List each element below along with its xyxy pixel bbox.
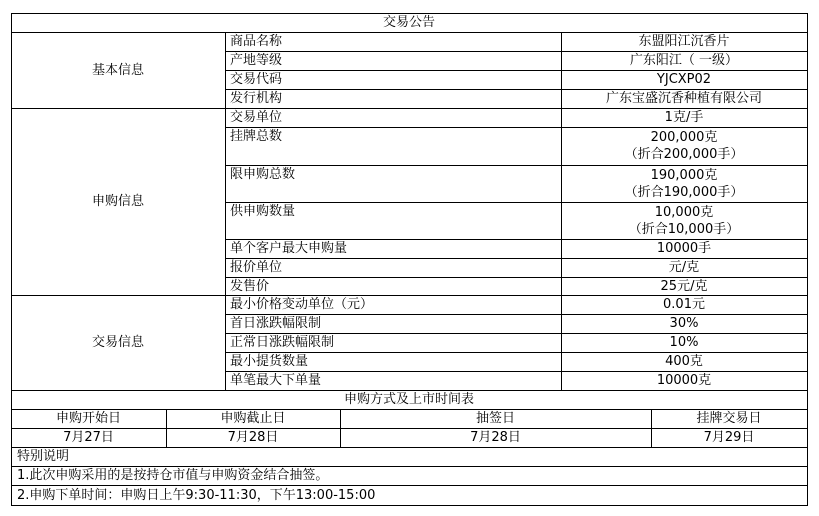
row-value-line2: （折合200,000手）: [624, 147, 744, 162]
row-value: 1克/手: [664, 110, 704, 125]
grid-line: [11, 13, 12, 506]
section-label-trading: 交易信息: [91, 335, 144, 350]
row-label: 限申购总数: [230, 167, 296, 182]
row-value: 400克: [665, 354, 703, 369]
row-value: [561, 165, 807, 202]
row-value-line1: 190,000克: [650, 167, 718, 183]
grid-line: [561, 32, 562, 390]
row-value: YJCXP02: [656, 72, 712, 87]
schedule-header: 挂牌交易日: [696, 411, 762, 426]
row-label: 交易代码: [230, 72, 283, 87]
grid-line: [340, 409, 341, 447]
grid-line: [225, 127, 808, 128]
grid-line: [11, 428, 808, 429]
grid-line: [11, 390, 808, 391]
grid-line: [225, 258, 808, 259]
row-value: 元/克: [668, 260, 700, 275]
row-value-line1: 10,000克: [654, 204, 714, 220]
schedule-header: 申购截止日: [220, 411, 286, 426]
grid-line: [225, 89, 808, 90]
row-value: 10000克: [656, 373, 712, 388]
row-value: 10000手: [656, 241, 712, 256]
row-label: 报价单位: [230, 260, 283, 275]
notes-title: 特别说明: [17, 449, 70, 464]
grid-line: [225, 314, 808, 315]
grid-line: [651, 409, 652, 447]
row-label: 发行机构: [230, 91, 283, 106]
row-value-line1: 200,000克: [650, 130, 718, 145]
grid-line: [11, 466, 808, 467]
row-value: 30%: [669, 316, 699, 331]
row-value: [561, 202, 807, 239]
row-label: 发售价: [230, 278, 270, 294]
grid-line: [225, 371, 808, 372]
grid-line: [166, 409, 167, 447]
grid-line: [225, 51, 808, 52]
schedule-value: 7月28日: [470, 430, 521, 445]
grid-line: [11, 295, 808, 296]
row-value: 广东宝盛沉香种植有限公司: [605, 91, 762, 106]
grid-line: [11, 447, 808, 448]
row-label: 商品名称: [230, 34, 283, 49]
grid-line: [225, 239, 808, 240]
announcement-title: 交易公告: [382, 15, 435, 30]
row-value: [561, 127, 807, 165]
row-label: 挂牌总数: [230, 129, 283, 144]
row-label: 首日涨跌幅限制: [230, 316, 322, 331]
row-value: 25元/克: [660, 278, 708, 294]
row-value: 东盟阳江沉香片: [638, 34, 730, 49]
row-label: 产地等级: [230, 53, 283, 68]
row-value-line2: （折合10,000手）: [628, 221, 740, 237]
row-value: 0.01元: [663, 297, 705, 312]
grid-line: [225, 70, 808, 71]
grid-line: [225, 352, 808, 353]
grid-line: [807, 13, 808, 506]
row-label: 供申购数量: [230, 204, 296, 219]
section-label-basic: 基本信息: [91, 62, 144, 78]
row-value: 广东阳江（ 一级）: [629, 53, 739, 68]
schedule-header: 申购开始日: [55, 411, 121, 426]
grid-line: [11, 485, 808, 486]
row-label: 正常日涨跌幅限制: [230, 335, 335, 350]
grid-line: [11, 108, 808, 109]
schedule-value: 7月29日: [703, 430, 755, 445]
grid-line: [11, 505, 808, 506]
section-label-subscription: 申购信息: [91, 194, 144, 209]
grid-line: [225, 333, 808, 334]
grid-line: [11, 32, 808, 33]
grid-line: [225, 165, 808, 166]
note-item: 2.申购下单时间：申购日上午9:30-11:30，下午13:00-15:00: [17, 488, 376, 503]
row-label: 最小价格变动单位（元）: [230, 297, 374, 312]
schedule-header: 抽签日: [475, 411, 515, 426]
row-label: 最小提货数量: [230, 354, 309, 369]
schedule-value: 7月27日: [63, 430, 114, 445]
row-value-line2: （折合190,000手）: [624, 184, 744, 200]
row-label: 交易单位: [230, 110, 283, 125]
grid-line: [11, 409, 808, 410]
schedule-title: 申购方式及上市时间表: [343, 392, 474, 407]
grid-line: [225, 277, 808, 278]
schedule-value: 7月28日: [227, 430, 279, 445]
row-label: 单个客户最大申购量: [230, 241, 348, 256]
grid-line: [225, 32, 226, 390]
row-label: 单笔最大下单量: [230, 373, 322, 388]
grid-line: [11, 13, 808, 14]
row-value: 10%: [669, 335, 699, 350]
note-item: 1.此次申购采用的是按持仓市值与申购资金结合抽签。: [17, 468, 329, 483]
grid-line: [225, 202, 808, 203]
